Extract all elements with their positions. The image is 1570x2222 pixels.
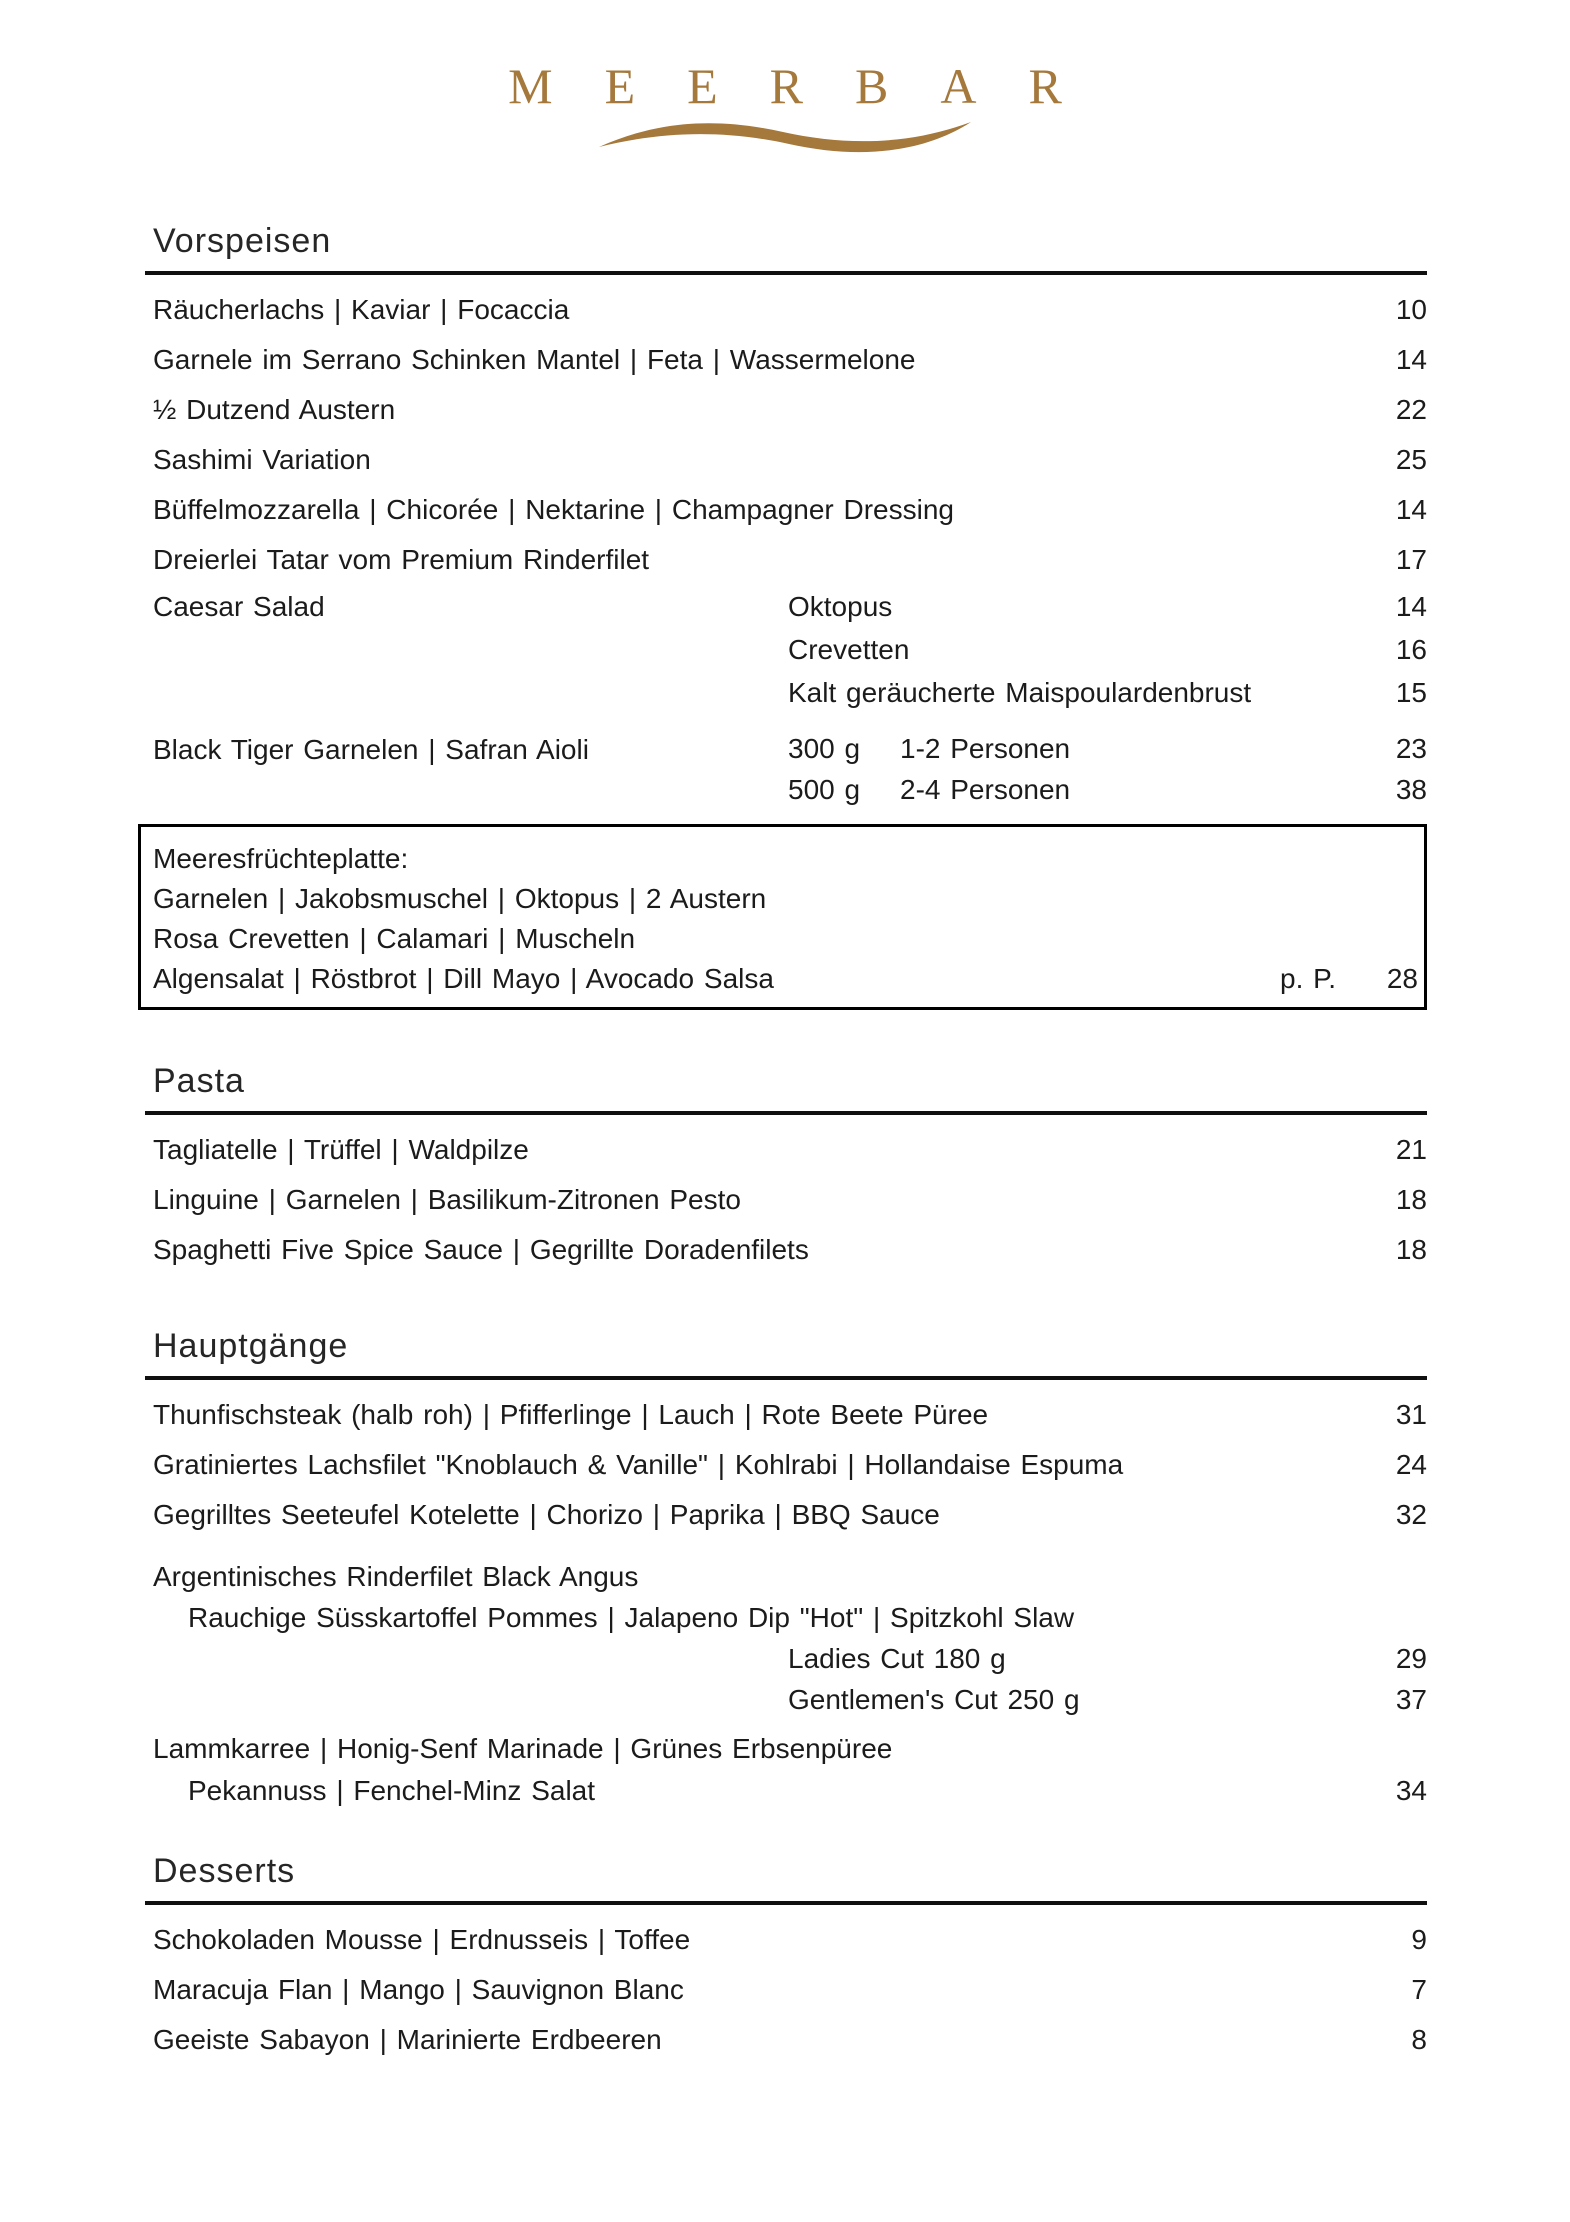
variant-row xyxy=(788,671,1427,714)
item-name: Geeiste Sabayon | Marinierte Erdbeeren xyxy=(153,2024,662,2055)
variant-serving: 2-4 Personen xyxy=(900,774,1071,805)
platter-line xyxy=(153,959,1418,999)
item-price: 22 xyxy=(1395,394,1427,425)
item-name: Büffelmozzarella | Chicorée | Nektarine | Champagner Dressing xyxy=(153,494,954,525)
menu-content xyxy=(145,222,1427,2065)
item-price: 14 xyxy=(1395,494,1427,525)
item-price: 7 xyxy=(1411,1974,1427,2005)
menu-item-row xyxy=(145,1915,1427,1965)
section-rule xyxy=(145,1111,1427,1115)
item-name: Lammkarree | Honig-Senf Marinade | Grünes Erbsenpüree xyxy=(153,1733,893,1764)
menu-item-row xyxy=(145,1225,1427,1275)
variant-label: Oktopus xyxy=(788,591,893,622)
seafood-platter-box xyxy=(138,824,1427,1010)
menu-item-block-rinderfilet xyxy=(145,1556,1427,1720)
item-price: 31 xyxy=(1395,1399,1427,1430)
variant-size: 500 g xyxy=(788,774,861,805)
item-price: 34 xyxy=(1395,1775,1427,1806)
menu-item-block-lammkarree xyxy=(145,1728,1427,1812)
menu-item-row xyxy=(145,535,1427,585)
item-price: 28 xyxy=(1386,963,1418,994)
variant-row xyxy=(788,728,1427,769)
item-price: 9 xyxy=(1411,1924,1427,1955)
menu-item-row xyxy=(145,1490,1427,1540)
menu-item-row-caesar-salad xyxy=(145,585,1427,714)
menu-item-row xyxy=(145,285,1427,335)
platter-last-line: Algensalat | Röstbrot | Dill Mayo | Avocado Salsa xyxy=(153,963,774,994)
item-subline-row xyxy=(145,1770,1427,1812)
item-price: 24 xyxy=(1395,1449,1427,1480)
variant-price: 38 xyxy=(1395,774,1427,805)
variant-row xyxy=(788,585,1427,628)
item-name: Argentinisches Rinderfilet Black Angus xyxy=(153,1561,639,1592)
section-title: Pasta xyxy=(153,1062,245,1100)
variant-label: Gentlemen's Cut 250 g xyxy=(788,1684,1080,1715)
section-hauptgaenge xyxy=(145,1327,1427,1812)
menu-item-row xyxy=(145,1125,1427,1175)
menu-item-row xyxy=(145,385,1427,435)
restaurant-logo xyxy=(0,58,1570,161)
item-name: Garnele im Serrano Schinken Mantel | Feta | Wassermelone xyxy=(153,344,916,375)
logo-wave-icon xyxy=(0,116,1570,161)
variant-price: 16 xyxy=(1395,634,1427,665)
section-desserts xyxy=(145,1852,1427,2065)
item-name: Linguine | Garnelen | Basilikum-Zitronen Pesto xyxy=(153,1184,741,1215)
section-vorspeisen xyxy=(145,222,1427,1010)
variant-row xyxy=(145,1638,1427,1679)
item-name: Gratiniertes Lachsfilet "Knoblauch & Vanille" | Kohlrabi | Hollandaise Espuma xyxy=(153,1449,1124,1480)
item-subline: Pekannuss | Fenchel-Minz Salat xyxy=(188,1775,596,1806)
variant-row xyxy=(145,1679,1427,1720)
variant-price: 23 xyxy=(1395,733,1427,764)
item-name: Schokoladen Mousse | Erdnusseis | Toffee xyxy=(153,1924,691,1955)
variant-label: Crevetten xyxy=(788,634,910,665)
item-price: 10 xyxy=(1395,294,1427,325)
logo-wordmark: MEERBAR xyxy=(508,58,1114,114)
item-price: 32 xyxy=(1395,1499,1427,1530)
menu-item-row-black-tiger xyxy=(145,728,1427,810)
variant-price: 14 xyxy=(1395,591,1427,622)
menu-item-row xyxy=(145,435,1427,485)
item-subline: Rauchige Süsskartoffel Pommes | Jalapeno Dip "Hot" | Spitzkohl Slaw xyxy=(188,1602,1075,1633)
menu-item-row xyxy=(145,1175,1427,1225)
item-name: Spaghetti Five Spice Sauce | Gegrillte Doradenfilets xyxy=(153,1234,809,1265)
section-rule xyxy=(145,1901,1427,1905)
item-name: ½ Dutzend Austern xyxy=(153,394,396,425)
item-name: Maracuja Flan | Mango | Sauvignon Blanc xyxy=(153,1974,684,2005)
platter-line: Garnelen | Jakobsmuschel | Oktopus | 2 Austern xyxy=(153,883,767,914)
item-price: 17 xyxy=(1395,544,1427,575)
variant-list xyxy=(788,728,1427,810)
item-name: Räucherlachs | Kaviar | Focaccia xyxy=(153,294,570,325)
variant-size: 300 g xyxy=(788,733,861,764)
variant-row xyxy=(788,628,1427,671)
variant-price: 37 xyxy=(1395,1684,1427,1715)
item-price: 18 xyxy=(1395,1234,1427,1265)
variant-price: 15 xyxy=(1395,677,1427,708)
item-name: Tagliatelle | Trüffel | Waldpilze xyxy=(153,1134,529,1165)
item-name: Sashimi Variation xyxy=(153,444,371,475)
variant-label: Ladies Cut 180 g xyxy=(788,1643,1006,1674)
item-price: 25 xyxy=(1395,444,1427,475)
section-rule xyxy=(145,1376,1427,1380)
platter-line: Meeresfrüchteplatte: xyxy=(153,843,409,874)
variant-serving: 1-2 Personen xyxy=(900,733,1071,764)
menu-item-row xyxy=(145,1965,1427,2015)
menu-item-row xyxy=(145,1390,1427,1440)
menu-item-row xyxy=(145,1440,1427,1490)
section-title: Vorspeisen xyxy=(153,222,332,260)
item-price: 21 xyxy=(1395,1134,1427,1165)
item-name: Gegrilltes Seeteufel Kotelette | Chorizo | Paprika | BBQ Sauce xyxy=(153,1499,940,1530)
item-price: 18 xyxy=(1395,1184,1427,1215)
item-name: Thunfischsteak (halb roh) | Pfifferlinge | Lauch | Rote Beete Püree xyxy=(153,1399,989,1430)
menu-item-row xyxy=(145,2015,1427,2065)
section-title: Hauptgänge xyxy=(153,1327,349,1365)
variant-label: Kalt geräucherte Maispoulardenbrust xyxy=(788,677,1252,708)
section-pasta xyxy=(145,1062,1427,1275)
menu-item-row xyxy=(145,485,1427,535)
variant-row xyxy=(788,769,1427,810)
item-name: Dreierlei Tatar vom Premium Rinderfilet xyxy=(153,544,650,575)
platter-line: Rosa Crevetten | Calamari | Muscheln xyxy=(153,923,636,954)
item-price: 14 xyxy=(1395,344,1427,375)
section-rule xyxy=(145,271,1427,275)
item-price: 8 xyxy=(1411,2024,1427,2055)
variant-list xyxy=(788,585,1427,714)
item-name: Caesar Salad xyxy=(153,591,325,622)
price-prefix: p. P. xyxy=(1280,963,1336,994)
section-title: Desserts xyxy=(153,1852,296,1890)
variant-price: 29 xyxy=(1395,1643,1427,1674)
menu-item-row xyxy=(145,335,1427,385)
item-name: Black Tiger Garnelen | Safran Aioli xyxy=(153,734,589,765)
